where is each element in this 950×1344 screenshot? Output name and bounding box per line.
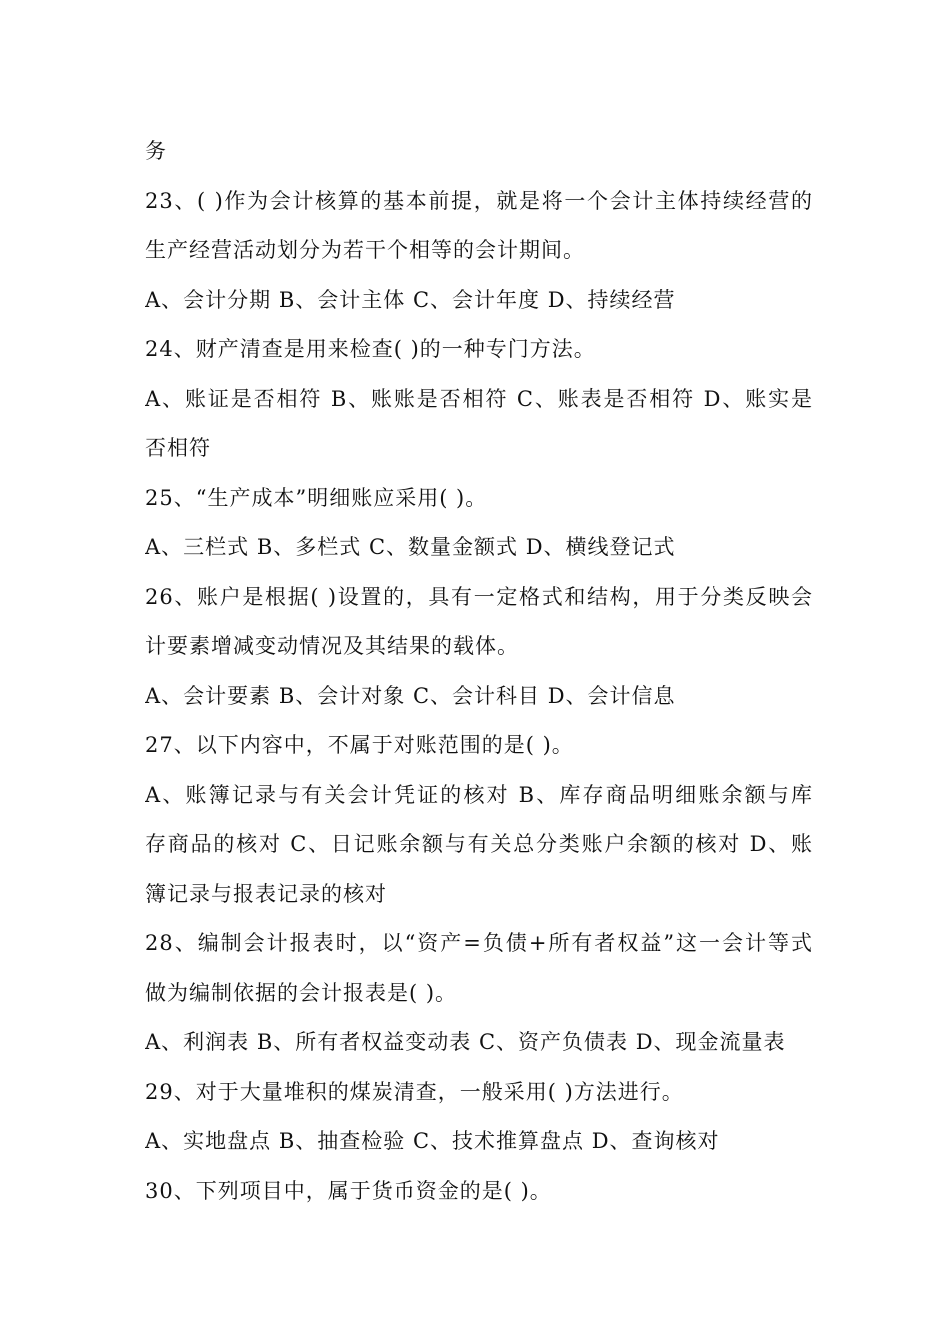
question-27-options-line-3: 簿记录与报表记录的核对	[145, 881, 387, 906]
question-29: 29、对于大量堆积的煤炭清查，一般采用( )方法进行。	[145, 1079, 684, 1104]
question-27-options-line-1: A、账簿记录与有关会计凭证的核对 B、库存商品明细账余额与库	[145, 782, 813, 807]
question-23-line-2: 生产经营活动划分为若干个相等的会计期间。	[145, 238, 585, 262]
question-30: 30、下列项目中，属于货币资金的是( )。	[145, 1178, 552, 1203]
question-26-line-2: 计要素增减变动情况及其结果的载体。	[145, 634, 519, 658]
text-line: 务	[145, 139, 167, 163]
question-27: 27、以下内容中，不属于对账范围的是( )。	[145, 733, 574, 757]
question-23-options: A、会计分期 B、会计主体 C、会计年度 D、持续经营	[145, 287, 676, 312]
question-28-line-1: 28、编制会计报表时，以“资产=负债+所有者权益”这一会计等式	[145, 931, 813, 955]
question-25-options: A、三栏式 B、多栏式 C、数量金额式 D、横线登记式	[145, 535, 676, 559]
question-28-line-2: 做为编制依据的会计报表是( )。	[145, 980, 458, 1005]
question-text-block	[145, 127, 813, 1216]
question-23-line-1: 23、( )作为会计核算的基本前提，就是将一个会计主体持续经营的	[145, 188, 813, 213]
question-26-options: A、会计要素 B、会计对象 C、会计科目 D、会计信息	[145, 683, 676, 708]
question-24-options-line-2: 否相符	[145, 436, 211, 460]
question-24-options-line-1: A、账证是否相符 B、账账是否相符 C、账表是否相符 D、账实是	[145, 386, 813, 411]
question-25: 25、“生产成本”明细账应采用( )。	[145, 485, 488, 510]
question-27-options-line-2: 存商品的核对 C、日记账余额与有关总分类账户余额的核对 D、账	[145, 832, 813, 856]
question-26-line-1: 26、账户是根据( )设置的，具有一定格式和结构，用于分类反映会	[145, 584, 813, 609]
question-28-options: A、利润表 B、所有者权益变动表 C、资产负债表 D、现金流量表	[145, 1030, 786, 1054]
question-24: 24、财产清查是用来检查( )的一种专门方法。	[145, 337, 596, 361]
question-29-options: A、实地盘点 B、抽查检验 C、技术推算盘点 D、查询核对	[145, 1129, 720, 1153]
